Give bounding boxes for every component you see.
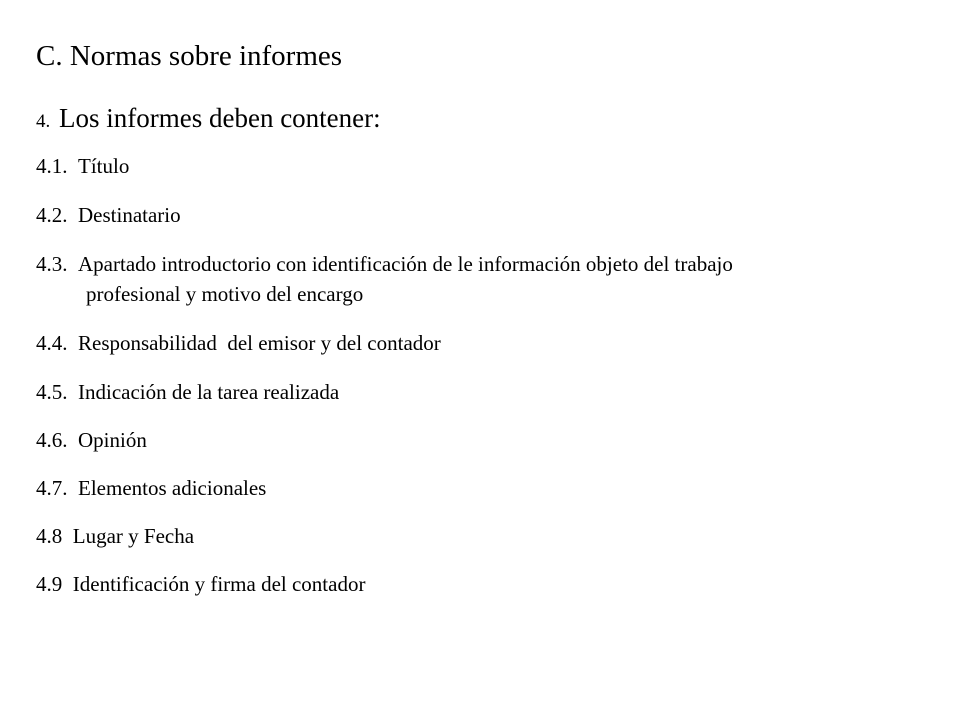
list-item-text: Elementos adicionales [78, 476, 267, 500]
list-item-4-5 [36, 377, 339, 407]
list-item-number: 4.3. [36, 252, 73, 276]
list-item-4-3 [36, 249, 733, 309]
list-item-number: 4.2. [36, 203, 73, 227]
list-item-text: Indicación de la tarea realizada [78, 380, 340, 404]
list-item-number: 4.9 [36, 572, 68, 596]
list-item-number: 4.7. [36, 476, 73, 500]
list-item-4-1 [36, 151, 129, 181]
section-heading [36, 100, 381, 141]
list-item-number: 4.6. [36, 428, 73, 452]
list-item-number: 4.4. [36, 331, 73, 355]
list-item-number: 4.8 [36, 524, 68, 548]
list-item-4-6 [36, 425, 147, 455]
list-item-4-7 [36, 473, 266, 503]
section-number: 4. [36, 111, 55, 132]
list-item-continuation: profesional y motivo del encargo [86, 282, 364, 306]
list-item-4-4 [36, 328, 441, 358]
list-item-text: Lugar y Fecha [72, 524, 195, 548]
list-item-number: 4.5. [36, 380, 73, 404]
list-item-text: Título [78, 154, 130, 178]
list-item-text: Identificación y firma del contador [72, 572, 366, 596]
list-item-number: 4.1. [36, 154, 73, 178]
list-item-text: Responsabilidad del emisor y del contador [78, 331, 441, 355]
list-item-4-2 [36, 200, 181, 230]
section-heading-text: Los informes deben contener: [59, 103, 381, 133]
list-item-4-8 [36, 521, 194, 551]
list-item-4-9 [36, 569, 365, 599]
list-item-text: Opinión [78, 428, 147, 452]
list-item-text: Apartado introductorio con identificación de le información objeto del trabajo [78, 252, 733, 276]
list-item-text: Destinatario [78, 203, 181, 227]
slide-title: C. Normas sobre informes [36, 40, 343, 72]
